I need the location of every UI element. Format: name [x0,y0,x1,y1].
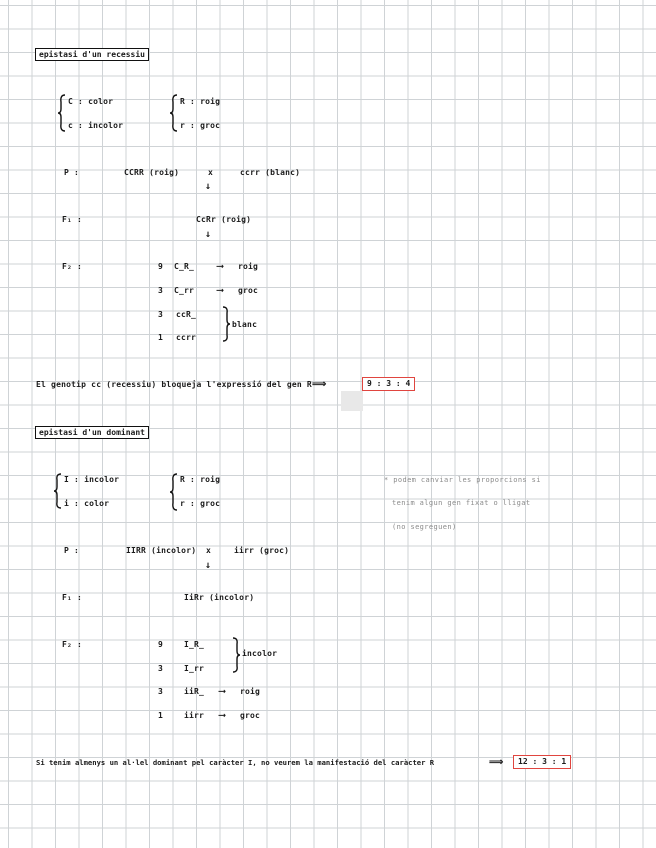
note-line: (no segreguen) [392,523,457,531]
ratio-box: 12 : 3 : 1 [513,755,571,769]
section1-title: epistasi d'un recessiu [35,48,149,61]
p-label: P : [64,168,80,177]
f2-result: groc [238,286,259,295]
gray-square [341,391,363,411]
f2-count: 3 [158,286,164,295]
f1-label: F₁ : [62,593,83,602]
conclusion-text: Si tenim almenys un al·lel dominant pel caràcter I, no veurem la manifestació del caràcter R [36,758,435,767]
arrow-down-icon: ↓ [205,181,212,192]
note-line: tenim algun gen fixat o lligat [392,499,531,507]
f1-value: CcRr (roig) [196,215,252,224]
legend-incolor: c : incolor [68,121,124,130]
f2-count: 3 [158,664,164,673]
left-brace-icon [58,94,66,132]
implies-icon: ⟹ [489,757,504,768]
arrow-right-icon: ⟶ [219,686,226,697]
arrow-right-icon: ⟶ [217,285,224,296]
legend-roig: R : roig [180,475,221,484]
implies-icon: ⟹ [312,379,327,390]
f2-count: 3 [158,687,164,696]
f2-genotype: I_R_ [184,640,205,649]
f2-genotype: iirr [184,711,205,720]
p-cross-left: IIRR (incolor) [126,546,197,555]
f2-count: 1 [158,711,164,720]
f2-count: 9 [158,262,164,271]
f1-value: IiRr (incolor) [184,593,255,602]
legend-color: C : color [68,97,114,106]
section2-title: epistasi d'un dominant [35,426,149,439]
p-cross-right: ccrr (blanc) [240,168,301,177]
left-brace-icon [170,473,178,511]
p-times: x [206,546,212,555]
f2-genotype: C_rr [174,286,195,295]
p-cross-right: iirr (groc) [234,546,290,555]
right-brace-icon [222,306,231,342]
f2-brace-result: blanc [232,320,258,329]
p-label: P : [64,546,80,555]
note-line: * podem canviar les proporcions si [384,476,541,484]
p-cross-left: CCRR (roig) [124,168,180,177]
legend-incolor: I : incolor [64,475,120,484]
f2-genotype: ccR_ [176,310,197,319]
left-brace-icon [170,94,178,132]
f2-genotype: I_rr [184,664,205,673]
p-times: x [208,168,214,177]
f2-result: groc [240,711,261,720]
f2-genotype: iiR_ [184,687,205,696]
f2-genotype: ccrr [176,333,197,342]
right-brace-icon [232,637,241,673]
conclusion-text: El genotip cc (recessiu) bloqueja l'expressió del gen R [36,380,312,389]
left-brace-icon [54,473,62,509]
f2-count: 1 [158,333,164,342]
legend-groc: r : groc [180,121,221,130]
arrow-right-icon: ⟶ [219,710,226,721]
arrow-right-icon: ⟶ [217,261,224,272]
f2-count: 9 [158,640,164,649]
f2-genotype: C_R_ [174,262,195,271]
arrow-down-icon: ↓ [205,560,212,571]
arrow-down-icon: ↓ [205,229,212,240]
f2-label: F₂ : [62,640,83,649]
legend-roig: R : roig [180,97,221,106]
legend-groc: r : groc [180,499,221,508]
f2-result: roig [240,687,261,696]
f2-brace-result: incolor [242,649,278,658]
f2-label: F₂ : [62,262,83,271]
f1-label: F₁ : [62,215,83,224]
f2-result: roig [238,262,259,271]
legend-color: i : color [64,499,110,508]
ratio-box: 9 : 3 : 4 [362,377,415,391]
f2-count: 3 [158,310,164,319]
